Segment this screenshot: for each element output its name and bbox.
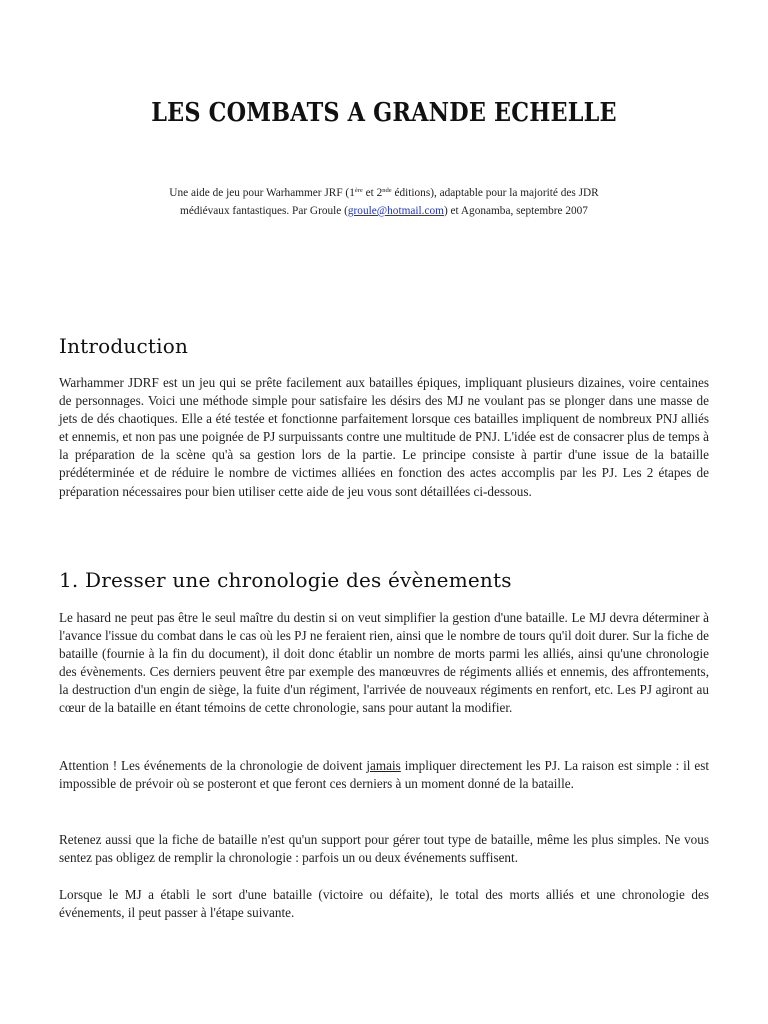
section-heading-introduction: Introduction	[59, 334, 189, 358]
attention-underlined-word: jamais	[366, 758, 401, 773]
subtitle-superscript-1: ère	[354, 187, 363, 194]
attention-text-before: Attention ! Les événements de la chronologie de doivent	[59, 758, 367, 773]
chronology-paragraph-4: Lorsque le MJ a établi le sort d'une bataille (victoire ou défaite), le total des morts alliés et une chronologie des événements, il peut passer à l'étape suivante.	[59, 887, 709, 921]
subtitle-text-4: ) et Agonamba, septembre 2007	[443, 205, 588, 217]
subtitle-text-3: éditions), adaptable pour la majorité des JDR médiévaux fantastiques. Par Groule (	[180, 187, 599, 217]
chronology-paragraph-attention	[59, 757, 709, 793]
subtitle-text-2: et 2	[362, 187, 383, 199]
chronology-paragraph-1: Le hasard ne peut pas être le seul maître du destin si on veut simplifier la gestion d'une bataille. Le MJ devra déterminer à l'avance l'issue du combat dans le cas où les PJ ne feraient rien, ainsi que le nombre de tours qu'il doit durer. Sur la fiche de bataille (fournie à la fin du document), il doit donc établir un nombre de morts parmi les alliés, ainsi qu'une chronologie des évènements. Ces derniers peuvent être par exemple des manœuvres de régiments alliés et ennemis, des affrontements, la destruction d'un engin de siège, la fuite d'un régiment, l'arrivée de nouveaux régiments en renfort, etc. Les PJ agiront au cœur de la bataille en étant témoins de cette chronologie, sans pour autant la modifier.	[59, 610, 709, 716]
document-title: LES COMBATS A GRANDE ECHELLE	[151, 98, 617, 128]
introduction-paragraph: Warhammer JDRF est un jeu qui se prête facilement aux batailles épiques, impliquant plusieurs dizaines, voire centaines de personnages. Voici une méthode simple pour satisfaire les désirs des MJ ne voulant pas se plonger dans une masse de jets de dés chaotiques. Elle a été testée et fonctionne parfaitement lorsque ces batailles impliquent de nombreux PNJ alliés et ennemis, et non pas une poignée de PJ surpuissants contre une multitude de PNJ. L'idée est de consacrer plus de temps à la préparation de la scène qu'à sa gestion lors de la partie. Le principe consiste à partir d'une issue de la bataille prédéterminée et de réduire le nombre de victimes alliées en fonction des actes accomplis par les PJ. Les 2 étapes de préparation nécessaires pour bien utiliser cette aide de jeu vous sont détaillées ci-dessous.	[59, 375, 709, 499]
section-heading-chronology: 1. Dresser une chronologie des évènements	[59, 568, 512, 592]
document-subtitle	[150, 184, 618, 220]
attention-text-after: impliquer directement les PJ. La raison est simple : il est impossible de prévoir où se posteront et que feront ces derniers à un moment donné de la bataille.	[59, 758, 710, 792]
author-email-link[interactable]: groule@hotmail.com	[347, 205, 444, 217]
subtitle-text-1: Une aide de jeu pour Warhammer JRF (1	[169, 187, 355, 199]
subtitle-superscript-2: nde	[382, 187, 392, 194]
chronology-paragraph-3: Retenez aussi que la fiche de bataille n'est qu'un support pour gérer tout type de bataille, même les plus simples. Ne vous sentez pas obligez de remplir la chronologie : parfois un ou deux événements suffisent.	[59, 832, 709, 866]
